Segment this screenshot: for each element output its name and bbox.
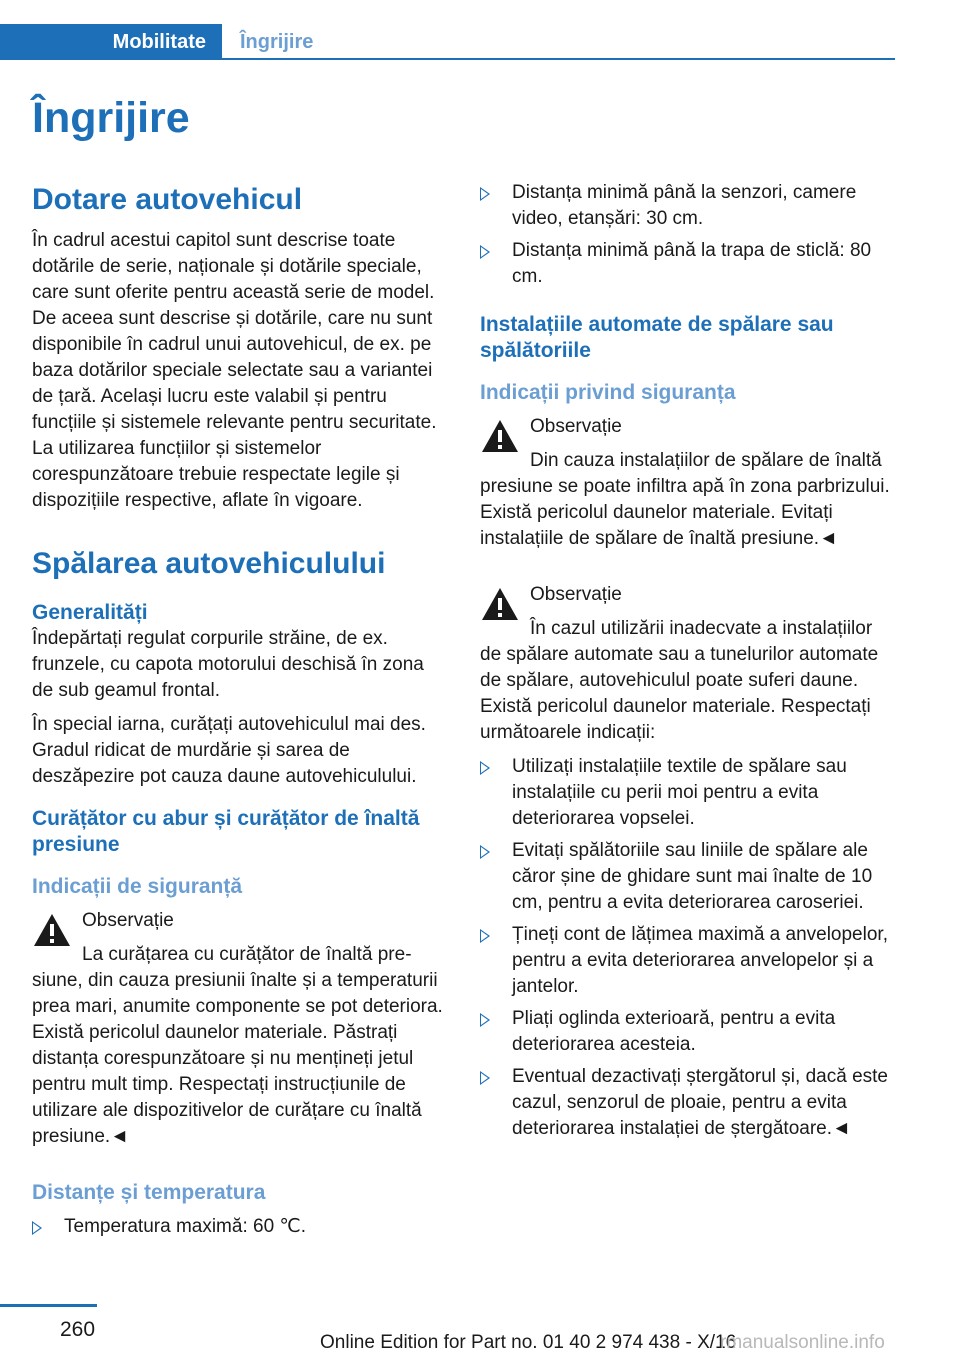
- header-divider: [222, 58, 895, 60]
- bullet-list-temperature: [32, 1214, 448, 1240]
- warning-block-2: [480, 414, 896, 552]
- list-item: Evitați spălătoriile sau liniile de spălare ale căror șine de ghidare sunt mai înalte de 10 cm, pentru a evita deteriorarea caroseriei.: [480, 838, 896, 916]
- warning-2-text: presiune se poate infiltra apă în zona parbrizului. Există pericolul daunelor materiale. Evitați instalațiile de spălare de înaltă presiune.◄: [480, 476, 890, 549]
- left-column: [32, 180, 448, 1246]
- bullet-triangle-icon: [480, 245, 490, 259]
- list-item: Distanța minimă până la trapa de sticlă: 80 cm.: [480, 238, 896, 290]
- warning-2-first-line: Din cauza instalațiilor de spălare de înaltă: [530, 450, 882, 471]
- bullet-triangle-icon: [480, 187, 490, 201]
- bullet-triangle-icon: [32, 1221, 42, 1235]
- subsection-safety-right: Indicații privind siguranța: [480, 381, 736, 404]
- warning-3-label: Observație: [530, 584, 622, 605]
- list-item: Distanța minimă până la senzori, camere video, etanșări: 30 cm.: [480, 180, 896, 232]
- bullet-list-distances: [480, 180, 896, 290]
- right-column: [480, 180, 896, 1148]
- bullet-triangle-icon: [480, 761, 490, 775]
- tab-mobilitate-label: Mobilitate: [112, 31, 206, 53]
- page-number: 260: [60, 1318, 96, 1341]
- warning-1-label: Observație: [82, 910, 174, 931]
- bullet-triangle-icon: [480, 845, 490, 859]
- page-title: Îngrijire: [32, 94, 190, 142]
- subsection-generalitati: Generalități: [32, 601, 148, 624]
- section-title-dotare: Dotare autovehicul: [32, 183, 303, 216]
- list-item: Pliați oglinda exterioară, pentru a evita deteriorarea acesteia.: [480, 1006, 896, 1058]
- subsection-instalatii: Instalațiile automate de spălare sau spălătoriile: [480, 313, 834, 362]
- list-item: Utilizați instalațiile textile de spălare sau instalațiile cu perii moi pentru a evita deteriorarea vopselei.: [480, 754, 896, 832]
- subsection-safety-left: Indicații de siguranță: [32, 875, 243, 898]
- warning-triangle-icon: [480, 418, 520, 454]
- section-title-spalare: Spălarea autovehiculului: [32, 547, 386, 580]
- tab-mobilitate[interactable]: [0, 24, 222, 60]
- list-item: Eventual dezactivați ștergătorul și, dacă este cazul, senzorul de ploaie, pentru a evita deteriorarea instalației de ștergătoare.◄: [480, 1064, 896, 1142]
- paragraph-generalitati-2: În special iarna, curățați autovehiculul mai des. Gradul ridicat de murdărie și sarea de deszăpezire pot cauza daune autovehiculului.: [32, 714, 426, 787]
- warning-triangle-icon: [32, 912, 72, 948]
- bullet-triangle-icon: [480, 929, 490, 943]
- paragraph-dotare: În cadrul acestui capitol sunt descrise toate dotările de serie, naționale și dotările speciale, care sunt oferite pentru această serie de model. De aceea sunt descrise și dotările, care nu sunt disponibile în cadrul unui autovehicul, de ex. pe baza dotărilor speciale selectate sau a variantei de țară. Același lucru este valabil și pentru funcțiile și sistemele relevante pentru securitate. La utilizarea funcțiilor și sistemelor corespunzătoare trebuie respectate legile și dispozițiile respective, aflate în vigoare.: [32, 230, 437, 511]
- bullet-list-instructions: [480, 754, 896, 1142]
- watermark-text: rmanualsonline.info: [720, 1332, 885, 1353]
- bullet-triangle-icon: [480, 1071, 490, 1085]
- warning-1-first-line: La curățarea cu curățător de înaltă pre-: [82, 944, 412, 965]
- paragraph-generalitati-1: Îndepărtați regulat corpurile străine, de ex. frunzele, cu capota motorului deschisă în zona de sub geamul frontal.: [32, 628, 424, 701]
- warning-3-text: de spălare automate sau a tunelurilor automate de spălare, autovehiculul poate suferi daune. Există pericolul daunelor materiale. Respectați următoarele indicații:: [480, 644, 879, 743]
- list-item: Țineți cont de lățimea maximă a anvelopelor, pentru a evita deteriorarea anvelopelor și a jantelor.: [480, 922, 896, 1000]
- subsection-curatator: Curățător cu abur și curățător de înaltă presiune: [32, 807, 420, 856]
- footer-divider: [0, 1304, 97, 1307]
- warning-block-1: [32, 908, 448, 1150]
- edition-text: Online Edition for Part no. 01 40 2 974 438 - X/16: [320, 1332, 737, 1353]
- warning-triangle-icon: [480, 586, 520, 622]
- warning-2-label: Observație: [530, 416, 622, 437]
- header-bar: [0, 24, 895, 62]
- tab-ingrijire[interactable]: Îngrijire: [240, 31, 314, 53]
- warning-1-text: siune, din cauza presiunii înalte și a temperaturii prea mari, anumite componente se pot deteriora. Există pericolul daunelor materiale. Păstrați distanța corespunzătoare și nu mențineți jetul pentru mult timp. Respectați instrucțiunile de utilizare ale dispozitivelor de curățare cu înaltă presiune.◄: [32, 970, 443, 1147]
- bullet-triangle-icon: [480, 1013, 490, 1027]
- subsection-distante: Distanțe și temperatura: [32, 1181, 266, 1204]
- warning-block-3: [480, 582, 896, 746]
- warning-3-first-line: În cazul utilizării inadecvate a instalațiilor: [530, 618, 873, 639]
- list-item: Temperatura maximă: 60 ℃.: [32, 1214, 448, 1240]
